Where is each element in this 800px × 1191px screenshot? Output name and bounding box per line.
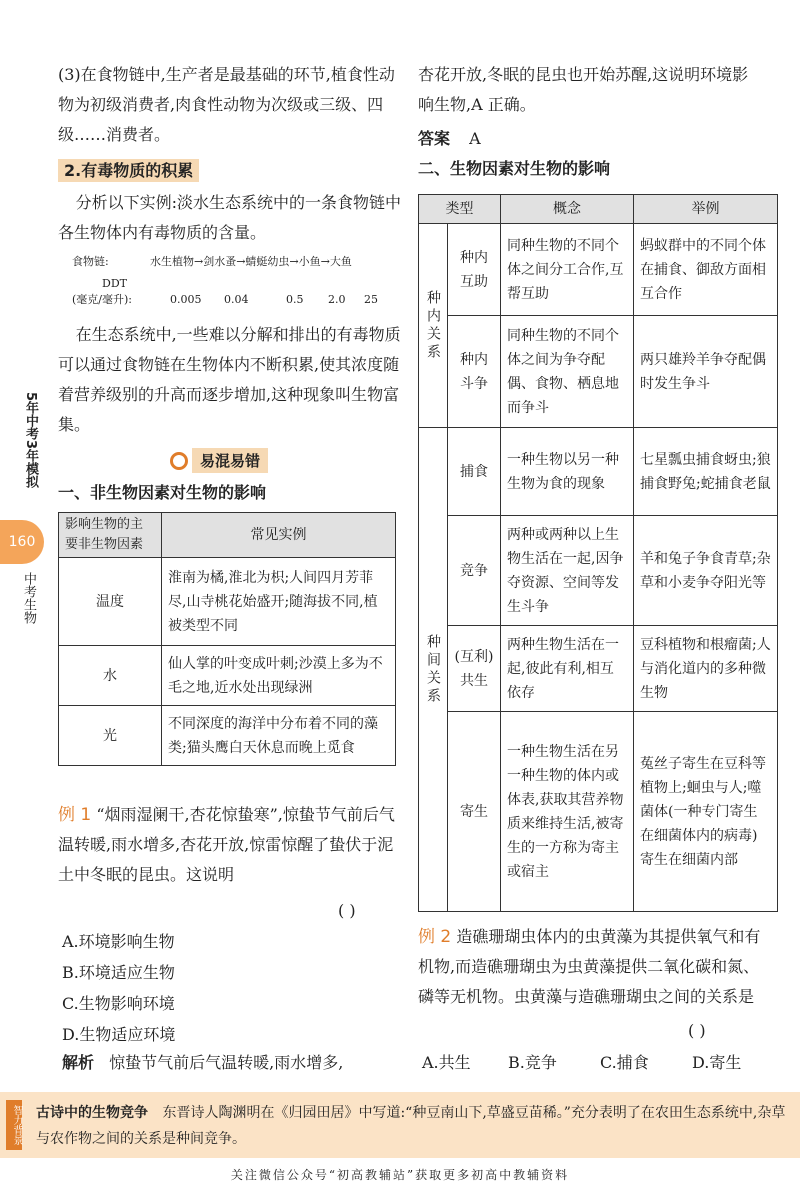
bottom-note: [0, 1166, 800, 1183]
table-header-cell: 类型: [419, 195, 501, 224]
abiotic-table: [58, 512, 396, 766]
chain-items: 水生植物→剑水蚤→蜻蜓幼虫→小鱼→大鱼: [150, 255, 352, 268]
table-row: [419, 428, 778, 516]
para-accumulation: [58, 320, 406, 440]
chain-row: [72, 254, 390, 270]
para-producer: [58, 60, 406, 150]
food-chain-box: [72, 254, 390, 308]
table-cell: 同种生物的不同个体之间分工合作,互帮互助: [501, 224, 634, 316]
analysis-continued-text: 杏花开放,冬眠的昆虫也开始苏醒,这说明环境影响生物,A 正确。: [418, 65, 749, 114]
footer-tag-text: 智力背景: [11, 1105, 22, 1145]
example2-label: 例 2: [418, 927, 452, 947]
table-cell: 捕食: [448, 428, 501, 516]
option[interactable]: D.生物适应环境: [62, 1025, 176, 1044]
table-cell: 七星瓢虫捕食蚜虫;狼捕食野兔;蛇捕食老鼠: [634, 428, 778, 516]
side-subject-text: 中考生物: [21, 572, 36, 624]
page-number-tab: [0, 520, 44, 564]
option[interactable]: A.共生: [422, 1053, 471, 1072]
table-header: [419, 195, 778, 224]
heading-toxic-text: 2.有毒物质的积累: [58, 159, 199, 182]
ddt-unit: (毫克/毫升):: [72, 293, 132, 306]
table-cell: 同种生物的不同个体之间为争夺配偶、食物、栖息地而争斗: [501, 316, 634, 428]
table-cell: 光: [59, 706, 162, 766]
table-row: [59, 558, 396, 646]
example2-paren: ( ): [688, 1021, 706, 1040]
ddt-value: 25: [364, 293, 378, 306]
table-cell: 淮南为橘,淮北为枳;人间四月芳菲尽,山寺桃花始盛开;随海拔不同,植被类型不同: [162, 558, 396, 646]
answer-label: 答案: [418, 129, 451, 148]
relation-group: 种内关系: [419, 224, 448, 428]
table-cell: 水: [59, 646, 162, 706]
table-row: [419, 626, 778, 712]
page-number: 160: [8, 534, 36, 550]
section2-title: [418, 156, 610, 182]
table-cell: 种内互助: [448, 224, 501, 316]
footer-box: [0, 1092, 800, 1158]
ddt-value: 2.0: [328, 293, 346, 306]
option[interactable]: B.环境适应生物: [62, 963, 175, 982]
table-cell: 羊和兔子争食青草;杂草和小麦争夺阳光等: [634, 516, 778, 626]
answer: [418, 124, 481, 154]
table-cell: 不同深度的海洋中分布着不同的藻类;猫头鹰白天休息而晚上觅食: [162, 706, 396, 766]
table-cell: 两种或两种以上生物生活在一起,因争夺资源、空间等发生斗争: [501, 516, 634, 626]
table-row: [419, 316, 778, 428]
table-header: [59, 513, 396, 558]
table-row: [419, 224, 778, 316]
option[interactable]: D.寄生: [692, 1053, 742, 1072]
table-cell: 竞争: [448, 516, 501, 626]
table-header-cell: 举例: [634, 195, 778, 224]
example2: [418, 922, 764, 1012]
example2-text: 造礁珊瑚虫体内的虫黄藻为其提供氧气和有机物,而造礁珊瑚虫为虫黄藻提供二氧化碳和氮、磷等无机物。虫黄藻与造礁珊瑚虫之间的关系是: [418, 927, 761, 1006]
table-cell: 蚂蚁群中的不同个体在捕食、御敌方面相互合作: [634, 224, 778, 316]
ddt-label: DDT: [102, 277, 127, 290]
footer-text: 东晋诗人陶渊明在《归园田居》中写道:“种豆南山下,草盛豆苗稀。”充分表明了在农田生态系统中,杂草与农作物之间的关系是种间竞争。: [36, 1105, 786, 1147]
table-cell: 种内斗争: [448, 316, 501, 428]
relation-group: 种间关系: [419, 428, 448, 912]
answer-value: A: [469, 129, 481, 148]
side-series: [14, 392, 38, 488]
table-cell: (互利)共生: [448, 626, 501, 712]
footer-title: 古诗中的生物竞争: [36, 1105, 148, 1121]
option[interactable]: B.竞争: [508, 1053, 557, 1072]
table-row: [419, 516, 778, 626]
analysis: [62, 1048, 402, 1078]
option[interactable]: A.环境影响生物: [62, 932, 175, 951]
table-cell: 一种生物以另一种生物为食的现象: [501, 428, 634, 516]
option[interactable]: C.捕食: [600, 1053, 649, 1072]
ddt-row: [72, 292, 390, 308]
para-intro-text: 分析以下实例:淡水生态系统中的一条食物链中各生物体内有毒物质的含量。: [58, 193, 401, 242]
confuse-icon: [170, 452, 188, 470]
biotic-table: [418, 194, 778, 912]
ddt-value: 0.5: [286, 293, 304, 306]
table-header-cell: 概念: [501, 195, 634, 224]
footer-content: [36, 1100, 786, 1152]
side-series-text: 5年中考3年模拟: [23, 392, 38, 489]
option-list: [62, 926, 175, 1050]
option[interactable]: C.生物影响环境: [62, 994, 175, 1013]
para-intro: [58, 188, 406, 248]
table-cell: 两种生物生活在一起,彼此有利,相互依存: [501, 626, 634, 712]
section1-title: [58, 480, 266, 506]
para-producer-text: (3)在食物链中,生产者是最基础的环节,植食性动物为初级消费者,肉食性动物为次级或三级、四级……消费者。: [58, 65, 395, 144]
table-cell: 一种生物生活在另一种生物的体内或体表,获取其营养物质来维持生活,被寄生的一方称为寄主或宿主: [501, 712, 634, 912]
confuse-banner: [170, 448, 268, 473]
table-cell: 菟丝子寄生在豆科等植物上;蛔虫与人;噬菌体(一种专门寄生在细菌体内的病毒)寄生在细菌内部: [634, 712, 778, 912]
example1: [58, 800, 398, 890]
analysis-text: 惊蛰节气前后气温转暖,雨水增多,: [109, 1053, 344, 1072]
table-row: [419, 712, 778, 912]
option-row: [422, 1048, 741, 1078]
ddt-value: 0.04: [224, 293, 249, 306]
example1-text: “烟雨湿阑干,杏花惊蛰寒”,惊蛰节气前后气温转暖,雨水增多,杏花开放,惊雷惊醒了蛰伏于泥土中冬眠的昆虫。这说明: [58, 805, 395, 884]
table-cell: 两只雄羚羊争夺配偶时发生争斗: [634, 316, 778, 428]
para-accumulation-text: 在生态系统中,一些难以分解和排出的有毒物质可以通过食物链在生物体内不断积累,使其浓度随着营养级别的升高而逐步增加,这种现象叫生物富集。: [58, 325, 401, 434]
chain-label: 食物链:: [72, 255, 109, 268]
heading-toxic: [58, 156, 199, 186]
footer-tag: [6, 1100, 22, 1150]
side-subject: [16, 572, 36, 624]
section2-title-text: 二、生物因素对生物的影响: [418, 159, 611, 178]
ddt-value: 0.005: [170, 293, 202, 306]
table-cell: 豆科植物和根瘤菌;人与消化道内的多种微生物: [634, 626, 778, 712]
table-header-cell: 常见实例: [162, 513, 396, 558]
example1-paren: ( ): [338, 901, 356, 920]
table-cell: 仙人掌的叶变成叶刺;沙漠上多为不毛之地,近水处出现绿洲: [162, 646, 396, 706]
table-cell: 寄生: [448, 712, 501, 912]
table-row: [59, 706, 396, 766]
analysis-label: 解析: [62, 1053, 95, 1072]
table-row: [59, 646, 396, 706]
table-header-cell: 影响生物的主要非生物因素: [59, 513, 162, 558]
section1-title-text: 一、非生物因素对生物的影响: [58, 483, 267, 502]
table-cell: 温度: [59, 558, 162, 646]
bottom-note-text: 关注微信公众号“初高教辅站”获取更多初高中教辅资料: [230, 1168, 570, 1182]
confuse-title: 易混易错: [192, 448, 268, 473]
example1-label: 例 1: [58, 805, 92, 825]
analysis-continued: [418, 60, 758, 120]
